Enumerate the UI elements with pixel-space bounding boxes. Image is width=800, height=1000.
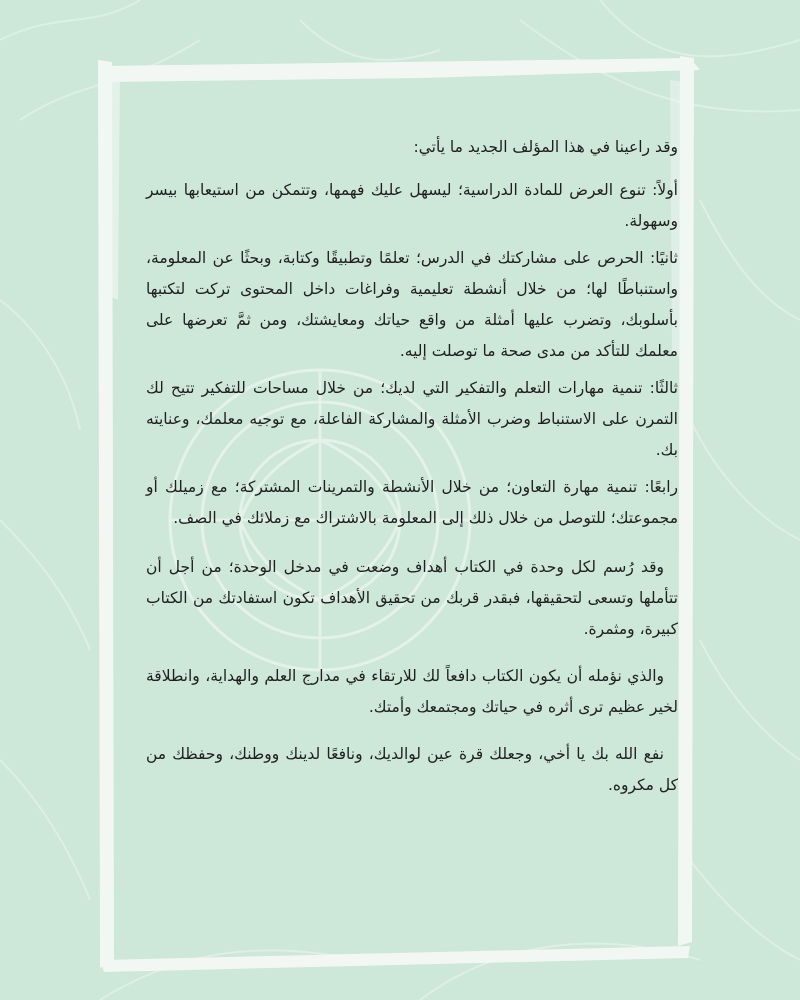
intro-line: وقد راعينا في هذا المؤلف الجديد ما يأتي: <box>413 138 678 156</box>
list-item-third: ثالثًا: تنمية مهارات التعلم والتفكير التي لديك؛ من خلال مساحات للتفكير تتيح لك التمرن على الاستنباط وضرب الأمثلة والمشاركة الفاعلة، مع توجيه معلمك، وعنايته بك. <box>146 379 678 459</box>
list-item-second: ثانيًا: الحرص على مشاركتك في الدرس؛ تعلمًا وتطبيقًا وكتابة، وبحثًا عن المعلومة، واستنباطًا لها؛ من خلال أنشطة تعليمية وفراغات داخل المحتوى تركت لتكتبها بأسلوبك، وتضرب عليها أمثلة من واقع حياتك ومعايشتك، ومن ثمَّ تعرضها على معلمك للتأكد من مدى صحة ما توصلت إليه. <box>146 249 678 360</box>
paragraph-hope: والذي نؤمله أن يكون الكتاب دافعاً لك للارتقاء في مدارج العلم والهداية، وانطلاقة لخير عظيم ترى أثره في حياتك ومجتمعك وأمتك. <box>146 667 678 716</box>
paragraph-blessing: نفع الله بك يا أخي، وجعلك قرة عين لوالديك، ونافعًا لدينك ووطنك، وحفظك من كل مكروه. <box>146 745 678 794</box>
list-item-fourth: رابعًا: تنمية مهارة التعاون؛ من خلال الأنشطة والتمرينات المشتركة؛ مع زميلك أو مجموعتك؛ للتوصل من خلال ذلك إلى المعلومة بالاشتراك مع زملائك في الصف. <box>146 478 678 527</box>
document-body <box>146 132 678 817</box>
paragraph-goals: وقد رُسم لكل وحدة في الكتاب أهداف وضعت في مدخل الوحدة؛ من أجل أن تتأملها وتسعى لتحقيقها، فبقدر قربك من تحقيق الأهداف تكون استفادتك من الكتاب كبيرة، ومثمرة. <box>146 558 678 638</box>
list-item-first: أولاً: تنوع العرض للمادة الدراسية؛ ليسهل عليك فهمها، وتتمكن من استيعابها بيسر وسهولة. <box>146 181 678 230</box>
